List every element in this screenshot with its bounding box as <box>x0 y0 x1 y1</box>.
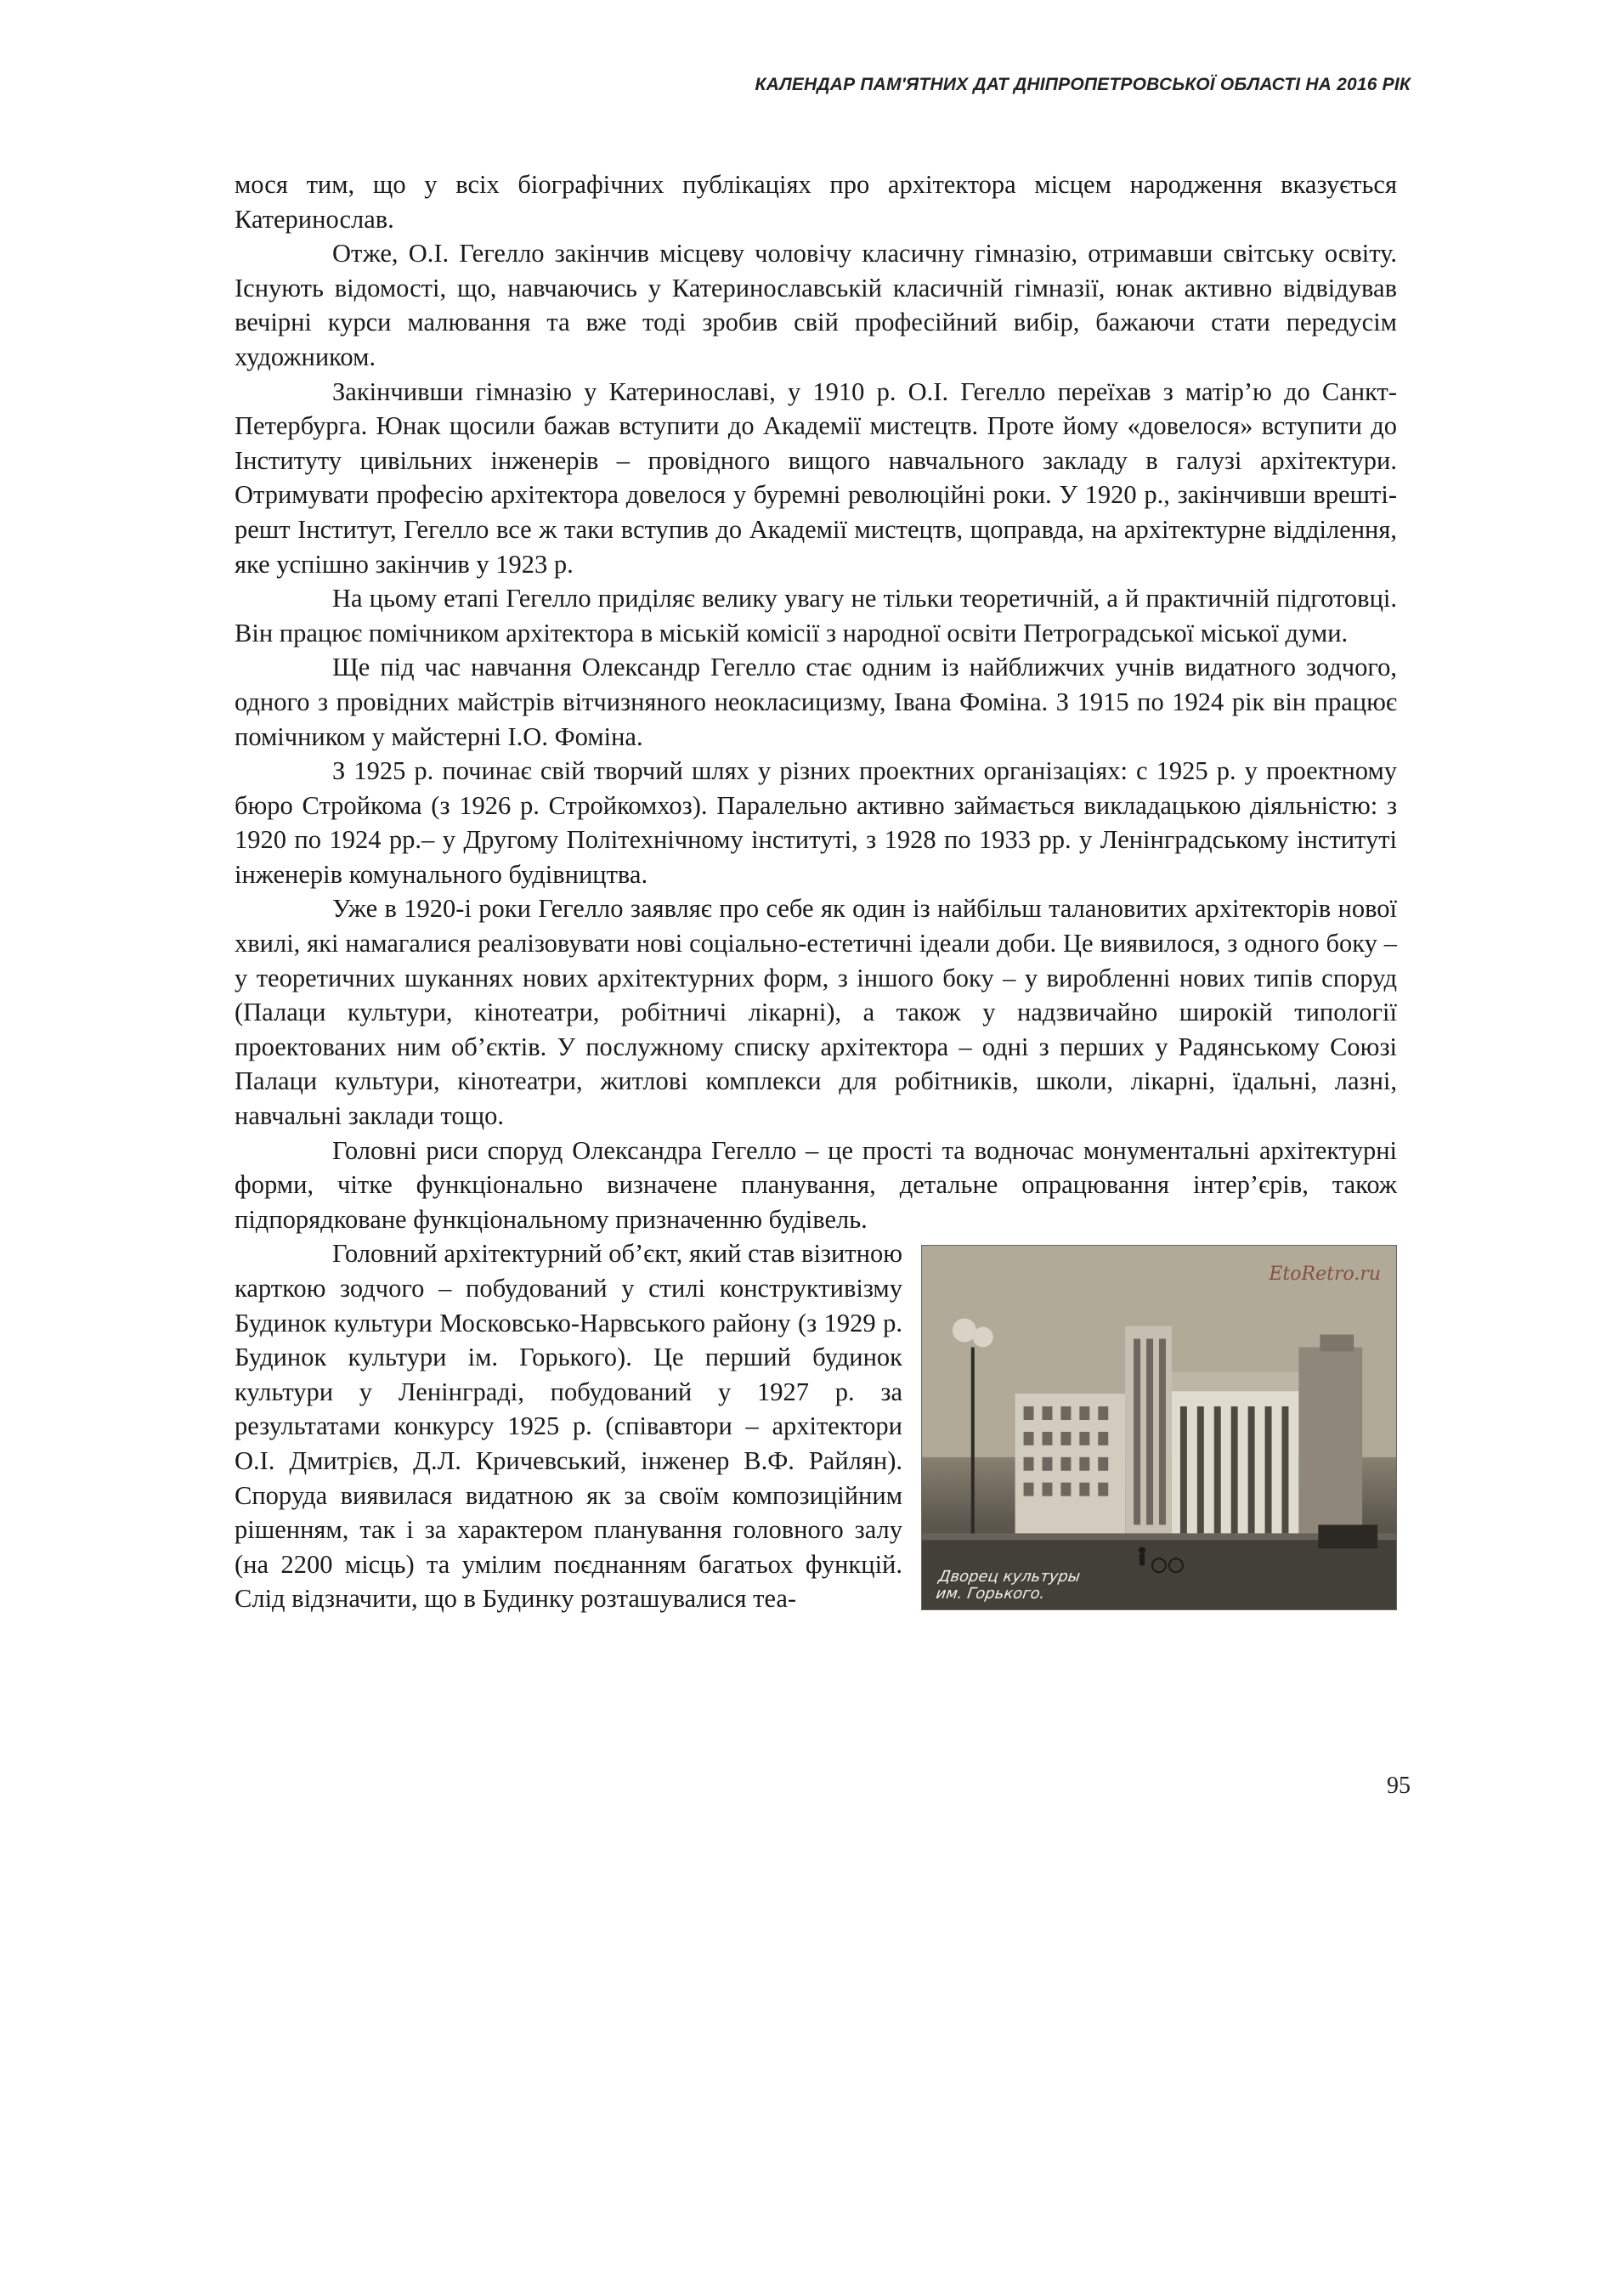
paragraph-9: Головний архітектурний об’єкт, який став візитною карткою зодчого – побудований у стилі конструктивізму Будинок культури Московсько-Нарвського району (з 1929 р. Будинок культури ім. Горького). Це перший будинок культури у Ленінграді, побудований у 1927 р. за результатами конкурсу 1925 р. (співавтори – архітектори О.І. Дмитрієв, Д.Л. Кричевський, інженер В.Ф. Райлян). Споруда виявилася видатною як за своїм композиційним рішенням, так і за характером планування головного залу (на 2200 місць) та умілим поєднанням багатьох функцій. Слід відзначити, що в Будинку розташувалися теа- <box>235 1239 902 1614</box>
paragraph-4: На цьому етапі Гегелло приділяє велику увагу не тільки теоретичній, а й практичній підготовці. Він працює помічником архітектора в міській комісії з народної освіти Петроградської міської думи. <box>235 584 1397 648</box>
paragraph-3: Закінчивши гімназію у Катеринославі, у 1910 р. О.І. Гегелло переїхав з матір’ю до Санкт-Петербурга. Юнак щосили бажав вступити до Академії мистецтв. Проте йому «довелося» вступити до Інституту цивільних інженерів – провідного вищого навчального закладу в галузі архітектури. Отримувати професію архітектора довелося у буремні революційні роки. У 1920 р., закінчивши врешті-решт Інститут, Гегелло все ж таки вступив до Академії мистецтв, щоправда, на архітектурне відділення, яке успішно закінчив у 1923 р. <box>235 376 1397 579</box>
figure <box>921 1245 1397 1610</box>
page-number: 95 <box>1387 1773 1411 1799</box>
building-photo <box>921 1245 1397 1610</box>
running-header: КАЛЕНДАР ПАМ'ЯТНИХ ДАТ ДНІПРОПЕТРОВСЬКОЇ ОБЛАСТІ НА 2016 РІК <box>755 75 1411 94</box>
photo-caption <box>935 1569 1081 1603</box>
body-text <box>235 167 1397 1616</box>
paragraph-6: З 1925 р. починає свій творчий шлях у різних проектних організаціях: с 1925 р. у проектному бюро Стройкома (з 1926 р. Стройкомхоз). Паралельно активно займається викладацькою діяльністю: з 1920 по 1924 рр.– у Другому Політехнічному інституті, з 1928 по 1933 рр. у Ленінградському інституті інженерів комунального будівництва. <box>235 756 1397 889</box>
photo-watermark: EtoRetro.ru <box>1269 1264 1381 1286</box>
paragraph-5: Ще під час навчання Олександр Гегелло стає одним із найближчих учнів видатного зодчого, одного з провідних майстрів вітчизняного неокласицизму, Івана Фоміна. З 1915 по 1924 рік він працює помічником у майстерні І.О. Фоміна. <box>235 653 1397 751</box>
photo-caption-line-1: Дворец культуры <box>937 1568 1082 1586</box>
building-illustration <box>922 1246 1396 1609</box>
paragraph-1: мося тим, що у всіх біографічних публікаціях про архітектора місцем народження вказується Катеринослав. <box>235 170 1397 234</box>
paragraph-8: Головні риси споруд Олександра Гегелло – це прості та водночас монументальні архітектурні форми, чітке функціонально визначене планування, детальне опрацювання інтер’єрів, також підпорядковане функціональному призначенню будівель. <box>235 1135 1397 1234</box>
paragraph-7: Уже в 1920-і роки Гегелло заявляє про себе як один із найбільш талановитих архітекторів нової хвилі, які намагалися реалізовувати нові соціально-естетичні ідеали доби. Це виявилося, з одного боку – у теоретичних шуканнях нових архітектурних форм, з іншого боку – у виробленні нових типів споруд (Палаци культури, кінотеатри, робітничі лікарні), а також у надзвичайно широкій типології проектованих ним об’єктів. У послужному списку архітектора – одні з перших у Радянському Союзі Палаци культури, кінотеатри, житлові комплекси для робітників, школи, лікарні, їдальні, лазні, навчальні заклади тощо. <box>235 894 1397 1131</box>
photo-caption-line-2: им. Горького. <box>935 1585 1047 1603</box>
paragraph-2: Отже, О.І. Гегелло закінчив місцеву чоловічу класичну гімназію, отримавши світську освіту. Існують відомості, що, навчаючись у Катеринославській класичній гімназії, юнак активно відвідував вечірні курси малювання та вже тоді зробив свій професійний вибір, бажаючи стати передусім художником. <box>235 239 1397 371</box>
